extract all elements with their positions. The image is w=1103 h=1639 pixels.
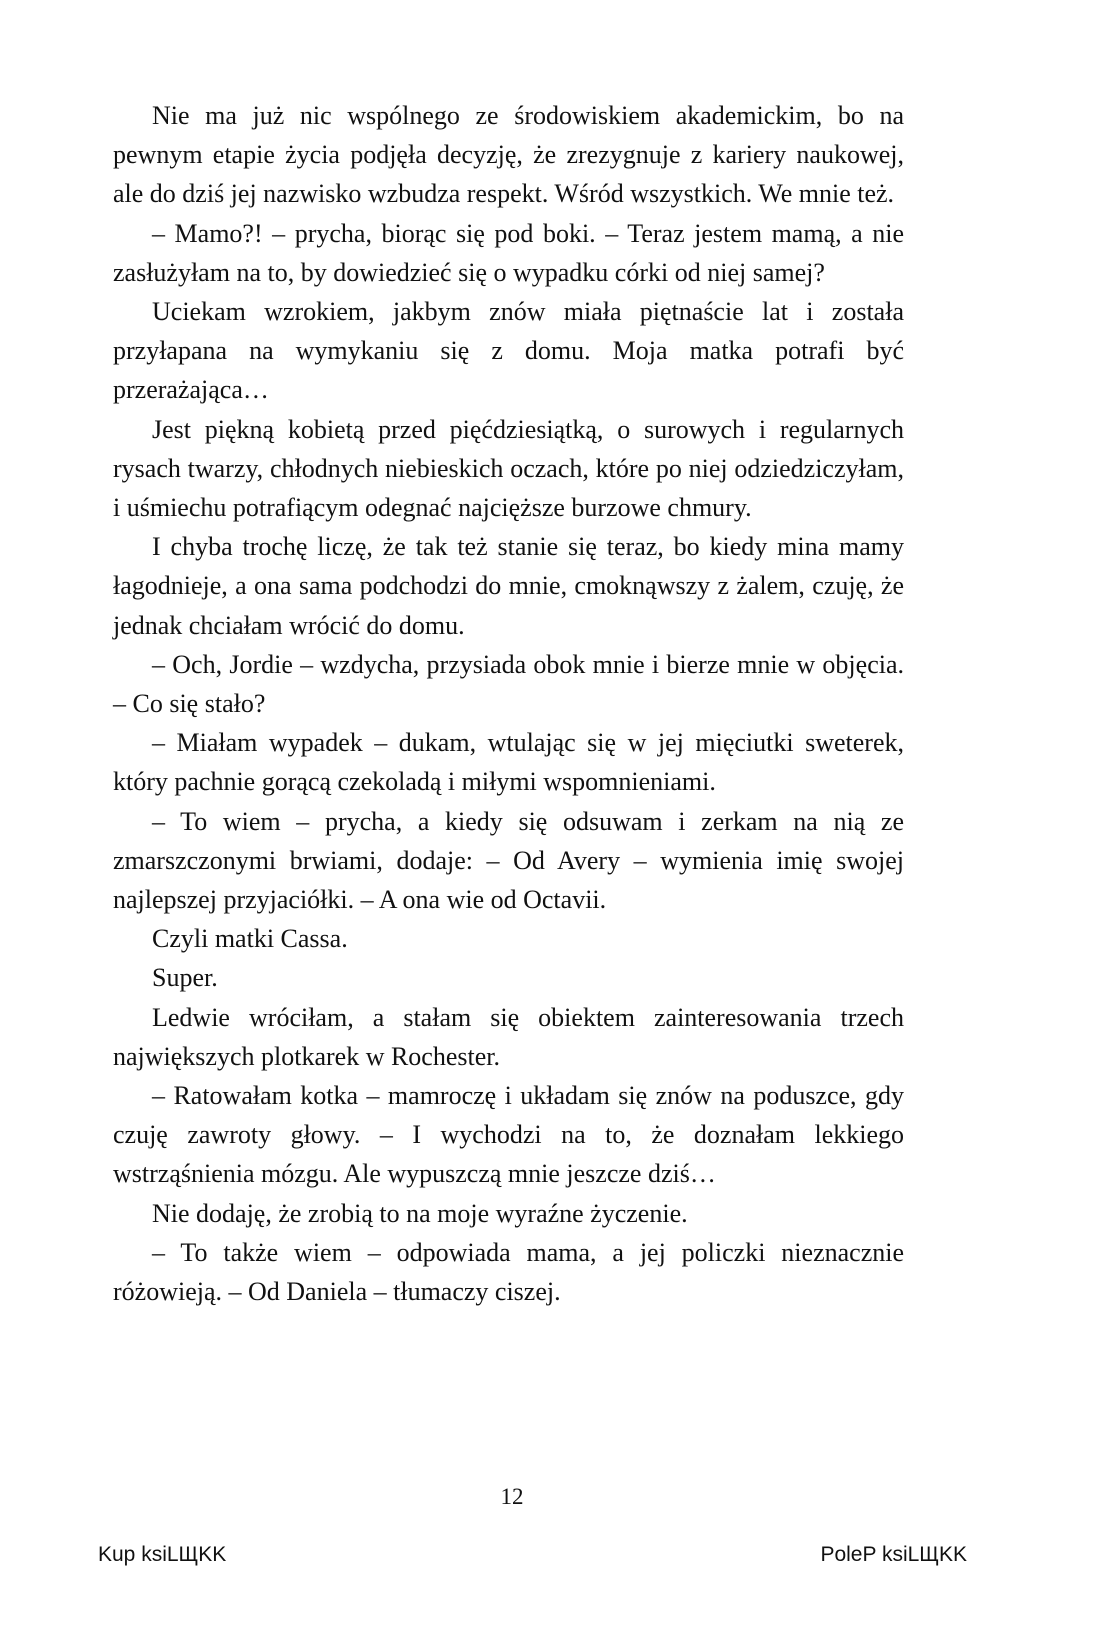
paragraph: – Ratowałam kotka – mamroczę i układam się znów na poduszce, gdy czuję zawroty głowy. – I wychodzi na to, że doznałam lekkiego wstrząśnienia mózgu. Ale wypuszczą mnie jeszcze dziś… bbox=[113, 1081, 904, 1189]
page-number: 12 bbox=[500, 1484, 524, 1509]
paragraph: – Mamo?! – prycha, biorąc się pod boki. – Teraz jestem mamą, a nie zasłużyłam na to, by dowiedzieć się o wypadku córki od niej samej? bbox=[113, 218, 904, 287]
paragraph: I chyba trochę liczę, że tak też stanie się teraz, bo kiedy mina mamy łagodnieje, a ona sama podchodzi do mnie, cmoknąwszy z żalem, czuję, że jednak chciałam wrócić do domu. bbox=[113, 532, 904, 640]
paragraph: Super. bbox=[152, 963, 218, 993]
paragraph: Jest piękną kobietą przed pięćdziesiątką, o surowych i regularnych rysach twarzy, chłodnych niebieskich oczach, które po niej odziedziczyłam, i uśmiechu potrafiącym odegnać najcięższe burzowe chmury. bbox=[113, 414, 904, 523]
paragraph: Czyli matki Cassa. bbox=[152, 924, 348, 954]
paragraph: – To wiem – prycha, a kiedy się odsuwam i zerkam na nią ze zmarszczonymi brwiami, dodaje: – Od Avery – wymienia imię swojej najlepszej przyjaciółki. – A ona wie od Octavii. bbox=[113, 806, 904, 915]
buy-book-link[interactable]: Kup ksiLЩKK bbox=[98, 1543, 227, 1566]
paragraph: Nie dodaję, że zrobią to na moje wyraźne życzenie. bbox=[152, 1198, 688, 1228]
paragraph: – Miałam wypadek – dukam, wtulając się w jej mięciutki sweterek, który pachnie gorącą czekoladą i miłymi wspomnieniami. bbox=[113, 728, 904, 797]
paragraph: – To także wiem – odpowiada mama, a jej policzki nieznacznie różowieją. – Od Daniela – tłumaczy ciszej. bbox=[113, 1237, 904, 1307]
paragraph: Ledwie wróciłam, a stałam się obiektem zainteresowania trzech największych plotkarek w Rochester. bbox=[113, 1002, 904, 1071]
recommend-book-link[interactable]: PoleP ksiLЩKK bbox=[820, 1543, 967, 1566]
paragraph: – Och, Jordie – wzdycha, przysiada obok mnie i bierze mnie w objęcia. – Co się stało? bbox=[113, 649, 904, 719]
paragraph: Nie ma już nic wspólnego ze środowiskiem akademickim, bo na pewnym etapie życia podjęła decyzję, że zrezygnuje z kariery naukowej, ale do dziś jej nazwisko wzbudza respekt. Wśród wszystkich. We mnie też. bbox=[113, 101, 904, 209]
body-text bbox=[113, 96, 904, 1311]
paragraph: Uciekam wzrokiem, jakbym znów miała piętnaście lat i została przyłapana na wymykaniu się z domu. Moja matka potrafi być przerażająca… bbox=[113, 297, 904, 405]
